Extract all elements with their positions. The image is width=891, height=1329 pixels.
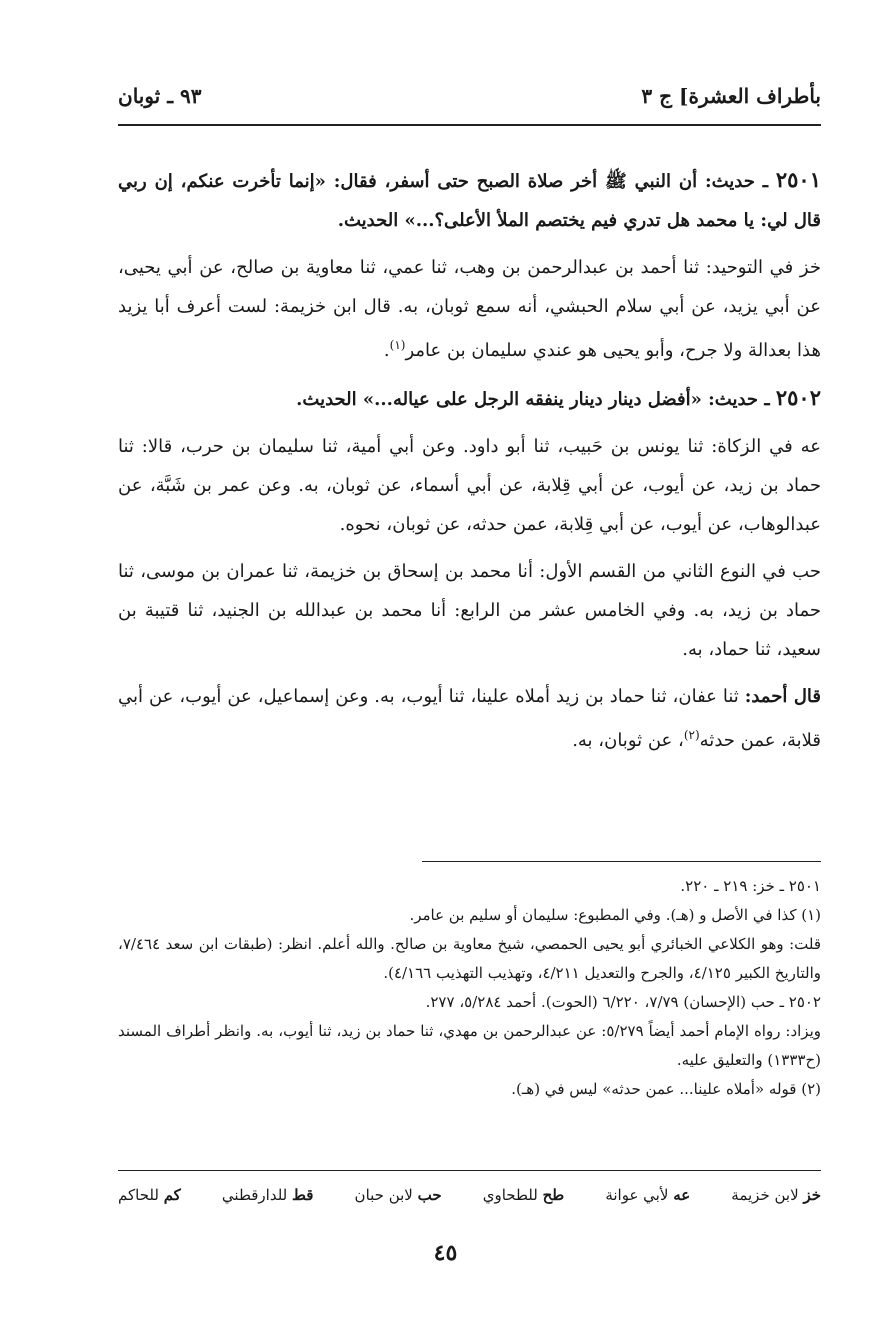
footnotes bbox=[118, 872, 821, 1104]
header-rule bbox=[118, 124, 821, 126]
isnad-end: ، عن ثوبان، به. bbox=[572, 730, 684, 751]
footnote: قلت: وهو الكلاعي الخبائري أبو يحيى الحمصي، شيخ معاوية بن صالح. والله أعلم. انظر: (طبقات ابن سعد ٧/٤٦٤، والتاريخ الكبير ٤/١٢٥، والجرح والتعديل ٤/٢١١، وتهذيب التهذيب ٤/١٦٦). bbox=[118, 935, 821, 982]
legend-item: عه لأبي عوانة bbox=[605, 1186, 691, 1204]
main-text bbox=[118, 160, 821, 768]
footnote-ref: (١) bbox=[389, 338, 406, 352]
hadith-2502-heading bbox=[118, 378, 821, 419]
legend-rule bbox=[118, 1170, 821, 1171]
footnote: ٢٥٠٢ ـ حب (الإحسان) ٧/٧٩، ٦/٢٢٠ (الحوت). أحمد ٥/٢٨٤، ٢٧٧. bbox=[425, 993, 821, 1011]
footnote: ٢٥٠١ ـ خز: ٢١٩ ـ ٢٢٠. bbox=[680, 877, 821, 895]
footnote: ويزاد: رواه الإمام أحمد أيضاً ٥/٢٧٩: عن عبدالرحمن بن مهدي، ثنا حماد بن زيد، ثنا أيوب، به. وانظر أطراف المسند (ح١٣٣٣) والتعليق عليه. bbox=[118, 1022, 821, 1069]
isnad-paragraph bbox=[118, 248, 821, 370]
hadith-number: ٢٥٠١ bbox=[775, 167, 821, 192]
footnote: (٢) قوله «أملاه علينا... عمن حدثه» ليس في (هـ). bbox=[511, 1080, 821, 1098]
hadith-text: ـ حديث: أن النبي ﷺ أخر صلاة الصبح حتى أسفر، فقال: «إنما تأخرت عنكم، إن ربي قال لي: يا محمد هل تدري فيم يختصم الملأ الأعلى؟...» الحديث. bbox=[118, 171, 821, 231]
legend-item: طح للطحاوي bbox=[482, 1186, 565, 1204]
legend-item: قط للدارقطني bbox=[221, 1186, 314, 1204]
page-number: ٤٥ bbox=[433, 1240, 458, 1266]
hadith-text: ـ حديث: «أفضل دينار دينار ينفقه الرجل على عياله...» الحديث. bbox=[296, 389, 770, 410]
footnote-ref: (٢) bbox=[683, 728, 700, 742]
running-header bbox=[118, 78, 821, 114]
isnad-end: . bbox=[383, 340, 390, 361]
hadith-2501-heading bbox=[118, 160, 821, 240]
notes-rule bbox=[422, 861, 821, 862]
symbol-legend bbox=[118, 1186, 821, 1204]
isnad-text: خز في التوحيد: ثنا أحمد بن عبدالرحمن بن وهب، ثنا عمي، ثنا معاوية بن صالح، عن أبي يحيى، عن أبي يزيد، عن أبي سلام الحبشي، أنه سمع ثوبان، به. قال ابن خزيمة: لست أعرف أبا يزيد هذا بعدالة ولا جرح، وأبو يحيى هو عندي سليمان بن عامر bbox=[118, 257, 821, 361]
header-chapter: ٩٣ ـ ثوبان bbox=[118, 84, 202, 108]
legend-item: كم للحاكم bbox=[118, 1186, 181, 1204]
footnote: (١) كذا في الأصل و (هـ). وفي المطبوع: سليمان أو سليم بن عامر. bbox=[409, 906, 821, 924]
legend-item: حب لابن حبان bbox=[354, 1186, 442, 1204]
isnad-paragraph: عه في الزكاة: ثنا يونس بن حَبيب، ثنا أبو داود. وعن أبي أمية، ثنا سليمان بن حرب، قالا: ثنا حماد بن زيد، عن أيوب، عن أبي قِلابة، عن أبي أسماء، عن ثوبان، به. وعن عمر بن شَبَّة، عن عبدالوهاب، عن أيوب، عن أبي قِلابة، عمن حدثه، عن ثوبان، نحوه. bbox=[118, 436, 821, 535]
hadith-number: ٢٥٠٢ bbox=[775, 385, 821, 410]
legend-item: خز لابن خزيمة bbox=[731, 1186, 821, 1204]
isnad-paragraph bbox=[118, 677, 821, 760]
isnad-text: ثنا عفان، ثنا حماد بن زيد أملاه علينا، ثنا أيوب، به. وعن إسماعيل، عن أيوب، عن أبي قلابة، عمن حدثه bbox=[118, 686, 821, 751]
isnad-paragraph: حب في النوع الثاني من القسم الأول: أنا محمد بن إسحاق بن خزيمة، ثنا عمران بن موسى، ثنا حماد بن زيد، به. وفي الخامس عشر من الرابع: أنا محمد بن عبدالله بن الجنيد، ثنا قتيبة بن سعيد، ثنا حماد، به. bbox=[118, 561, 821, 660]
header-book-title: بأطراف العشرة] ج ٣ bbox=[641, 84, 821, 108]
isnad-lead: قال أحمد: bbox=[744, 686, 821, 707]
